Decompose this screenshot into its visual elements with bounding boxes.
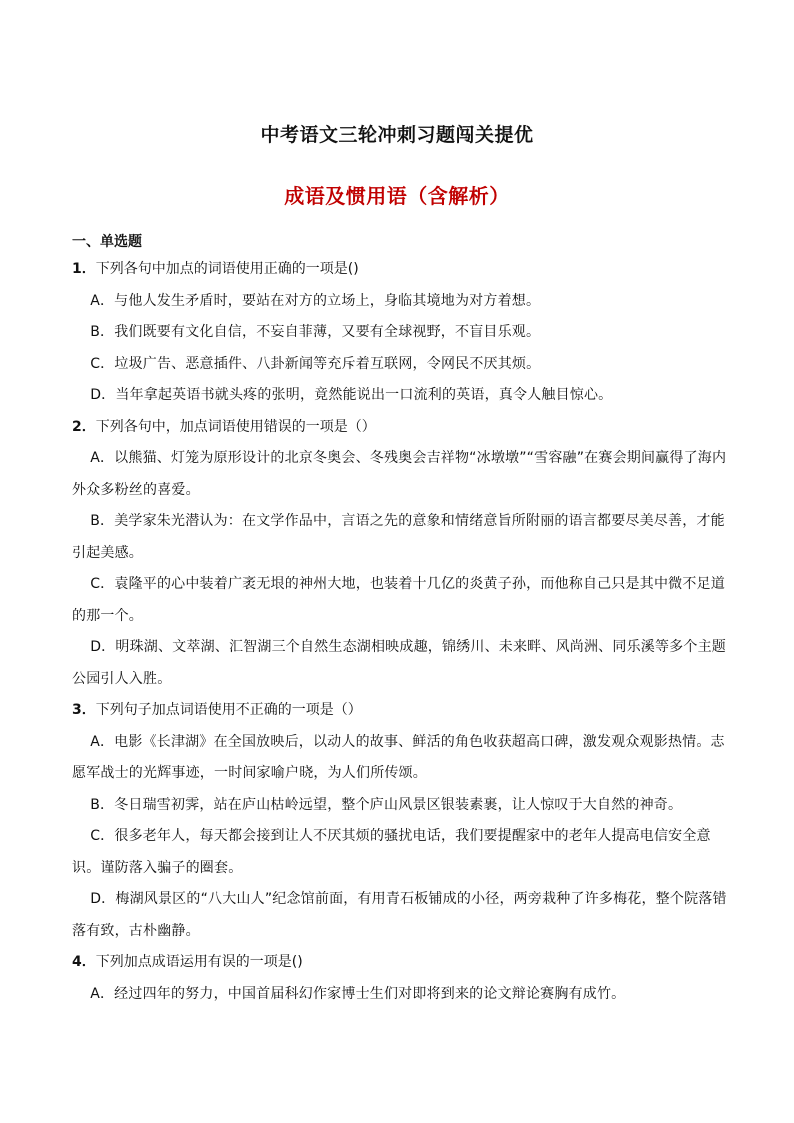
option-d: D．明珠湖、文萃湖、汇智湖三个自然生态湖相映成趣，锦绣川、未来畔、风尚洲、同乐溪等多个主题公园引人入胜。 <box>72 639 726 687</box>
question-stem <box>72 947 736 979</box>
question-1 <box>72 254 736 412</box>
document-title: 中考语文三轮冲刺习题闯关提优 <box>260 124 534 146</box>
document-content <box>72 232 736 1010</box>
option-a: A．与他人发生矛盾时，要站在对方的立场上，身临其境地为对方着想。 <box>90 292 541 309</box>
question-number: 4． <box>72 954 96 970</box>
document-subtitle: 成语及惯用语（含解析） <box>284 184 510 208</box>
option-d: D．当年拿起英语书就头疼的张明，竟然能说出一口流利的英语，真令人触目惊心。 <box>90 387 613 403</box>
question-stem <box>72 695 736 727</box>
question-text: 下列加点成语运用有误的一项是() <box>95 954 303 970</box>
option-c: C．垃圾广告、恶意插件、八卦新闻等充斥着互联网，令网民不厌其烦。 <box>90 355 541 372</box>
question-3 <box>72 695 736 947</box>
option-b: B．美学家朱光潜认为：在文学作品中，言语之先的意象和情绪意旨所附丽的语言都要尽美尽善，才能引起美感。 <box>72 513 725 561</box>
option-b: B．冬日瑞雪初霁，站在庐山枯岭远望，整个庐山风景区银装素裹，让人惊叹于大自然的神奇。 <box>90 796 683 813</box>
question-2 <box>72 412 736 696</box>
option-a: A．经过四年的努力，中国首届科幻作家博士生们对即将到来的论文辩论赛胸有成竹。 <box>90 985 626 1002</box>
question-text: 下列句子加点词语使用不正确的一项是（） <box>95 702 362 718</box>
question-number: 3． <box>72 702 96 718</box>
option-c: C．袁隆平的心中装着广袤无垠的神州大地，也装着十几亿的炎黄子孙，而他称自己只是其中微不足道的那一个。 <box>72 576 725 624</box>
question-stem <box>72 412 736 444</box>
option-a: A．电影《长津湖》在全国放映后，以动人的故事、鲜活的角色收获超高口碑，激发观众观影热情。志愿军战士的光辉事迹，一时间家喻户晓，为人们所传颂。 <box>72 733 725 781</box>
question-text: 下列各句中加点的词语使用正确的一项是() <box>95 261 359 277</box>
option-a: A．以熊猫、灯笼为原形设计的北京冬奥会、冬残奥会吉祥物“冰墩墩”“雪容融”在赛会期间赢得了海内外众多粉丝的喜爱。 <box>72 450 727 498</box>
question-stem <box>72 254 736 286</box>
option-b: B．我们既要有文化自信，不妄自菲薄，又要有全球视野，不盲目乐观。 <box>90 324 541 340</box>
question-text: 下列各句中，加点词语使用错误的一项是（） <box>95 418 376 435</box>
question-number: 2． <box>72 418 96 435</box>
question-number: 1． <box>72 261 96 277</box>
section-heading: 一、单选题 <box>72 234 142 250</box>
option-d: D．梅湖风景区的“八大山人”纪念馆前面，有用青石板铺成的小径，两旁栽种了许多梅花，整个院落错落有致，古朴幽静。 <box>72 891 727 939</box>
option-c: C．很多老年人，每天都会接到让人不厌其烦的骚扰电话，我们要提醒家中的老年人提高电信安全意识。谨防落入骗子的圈套。 <box>72 828 711 876</box>
question-4 <box>72 947 736 1010</box>
